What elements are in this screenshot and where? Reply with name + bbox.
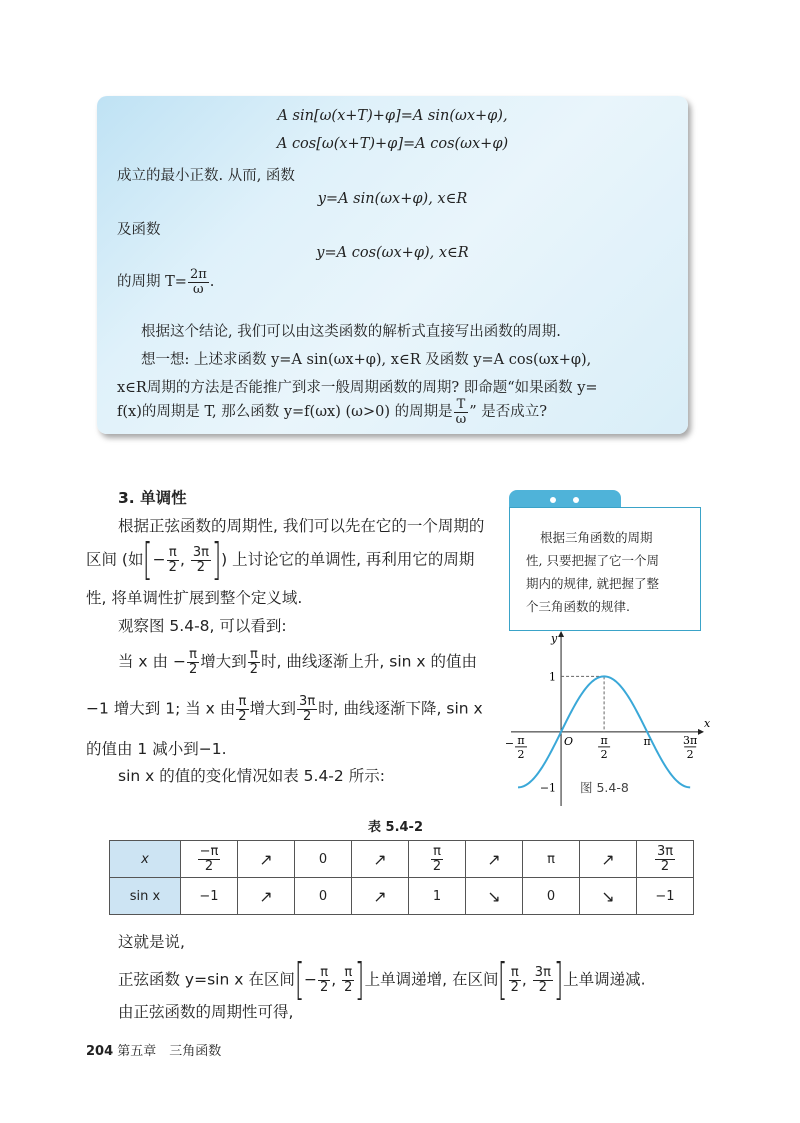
table-row <box>110 841 694 878</box>
tick-label-neg-pi-over-2 <box>505 734 527 761</box>
arrow-icon: ↘ <box>601 886 615 906</box>
paragraph-line: −1 增大到 1; 当 x 由 $\frac{\pi}{2}$ 增大到 $\frac{3\pi}{2}$ 时, 曲线逐渐下降, sin x <box>86 694 483 724</box>
think-box <box>97 96 688 434</box>
table-cell: −1 <box>181 878 238 915</box>
table-cell: 0 <box>295 841 352 878</box>
arrow-icon: ↗ <box>373 849 387 869</box>
note-line: 个三角函数的规律. <box>526 599 630 614</box>
arrow-icon: ↘ <box>487 886 501 906</box>
tick-label-pi: π <box>643 734 651 748</box>
svg-text:2: 2 <box>517 747 525 761</box>
think-question-line: x∈R周期的方法是否能推广到求一般周期函数的周期? 即命题“如果函数 y= <box>117 380 598 396</box>
paragraph-line: 由正弦函数的周期性可得, <box>118 1003 294 1021</box>
tick-label-neg1: −1 <box>539 781 557 795</box>
figure-caption: 图 5.4-8 <box>580 780 629 795</box>
table-cell: 0 <box>523 878 580 915</box>
equation-cos-function: y=A cos(ωx+φ), x∈R <box>316 245 469 261</box>
y-axis-label: y <box>551 632 558 645</box>
section-heading: 3. 单调性 <box>118 489 187 507</box>
period-formula: 的周期 T= $\frac{2\pi}{\omega}$ . <box>117 267 215 297</box>
origin-label: O <box>564 734 574 748</box>
box-text-line: 根据这个结论, 我们可以由这类函数的解析式直接写出函数的周期. <box>141 324 561 340</box>
table-cell: π <box>523 841 580 878</box>
paragraph-line: 当 x 由 − $\frac{\pi}{2}$ 增大到 $\frac{\pi}{2}$ 时, 曲线逐渐上升, sin x 的值由 <box>118 647 477 677</box>
page-number: 204 <box>86 1044 114 1059</box>
paragraph-line: 的值由 1 减小到−1. <box>86 740 227 758</box>
table-cell: 0 <box>295 878 352 915</box>
table-title: 表 5.4-2 <box>368 820 423 835</box>
dot-icon <box>573 497 579 503</box>
tick-label-3pi-over-2 <box>683 734 697 761</box>
arrow-icon: ↗ <box>601 849 615 869</box>
paragraph-line: 正弦函数 y=sin x 在区间[− $\frac{\pi}{2}$ , $\frac{\pi}{2}$ ]上单调递增, 在区间[ $\frac{\pi}{2}$ , $\frac{3\pi}{2}$ ]上单调递减. <box>118 954 646 1005</box>
table-cell <box>238 841 295 878</box>
table-cell: 1 <box>409 878 466 915</box>
table-header-cell: sin x <box>110 878 181 915</box>
table-cell: $\frac{-\pi}{2}$ <box>181 841 238 878</box>
table-header-cell: x <box>110 841 181 878</box>
think-question-line: f(x)的周期是 T, 那么函数 y=f(ωx) (ω>0) 的周期是 $\frac{T}{\omega}$ ” 是否成立? <box>117 397 547 427</box>
dot-icon <box>550 497 556 503</box>
table-cell <box>352 841 409 878</box>
paragraph-line: sin x 的值的变化情况如表 5.4-2 所示: <box>118 767 385 785</box>
svg-text:2: 2 <box>600 747 608 761</box>
period-fraction: $\frac{T}{\omega}$ <box>455 397 467 427</box>
note-line: 期内的规律, 就把握了整 <box>526 576 659 591</box>
x-axis-label: x <box>704 716 711 730</box>
paragraph-line: 这就是说, <box>118 933 185 951</box>
table-cell <box>238 878 295 915</box>
table-cell <box>352 878 409 915</box>
table-cell <box>466 841 523 878</box>
box-text-line: 成立的最小正数. 从而, 函数 <box>117 168 295 184</box>
paragraph-line: 根据正弦函数的周期性, 我们可以先在它的一个周期的 <box>118 517 485 535</box>
paragraph-line: 观察图 5.4-8, 可以看到: <box>118 617 287 635</box>
arrow-icon: ↗ <box>487 849 501 869</box>
table-cell: $\frac{\pi}{2}$ <box>409 841 466 878</box>
period-label: 的周期 T= <box>117 274 187 291</box>
table-cell <box>466 878 523 915</box>
table-cell: $\frac{3\pi}{2}$ <box>637 841 694 878</box>
chapter-title: 第五章 三角函数 <box>117 1044 222 1059</box>
svg-text:π: π <box>600 733 608 747</box>
paragraph-line: 区间 (如[− $\frac{\pi}{2}$ , $\frac{3\pi}{2}$ ]) 上讨论它的单调性, 再利用它的周期 <box>86 534 475 585</box>
paragraph-line: 性, 将单调性扩展到整个定义域. <box>86 589 303 607</box>
table-cell <box>580 841 637 878</box>
svg-text:−: − <box>504 736 515 750</box>
tick-label-pi-over-2 <box>598 734 610 761</box>
equation-sin-period: A sin[ω(x+T)+φ]=A sin(ωx+φ), <box>277 108 508 124</box>
equation-cos-period: A cos[ω(x+T)+φ]=A cos(ωx+φ) <box>276 136 509 152</box>
note-line: 性, 只要把握了它一个周 <box>526 553 659 568</box>
note-line: 根据三角函数的周期 <box>540 530 653 545</box>
table-cell: −1 <box>637 878 694 915</box>
arrow-icon: ↗ <box>259 886 273 906</box>
sin-table <box>109 840 694 915</box>
equation-sin-function: y=A sin(ωx+φ), x∈R <box>317 191 468 207</box>
period-fraction: $\frac{2\pi}{\omega}$ <box>189 267 207 297</box>
svg-text:π: π <box>517 733 525 747</box>
table-row <box>110 878 694 915</box>
page-footer <box>86 1040 221 1059</box>
box-text-line: 及函数 <box>117 222 161 238</box>
svg-text:2: 2 <box>686 747 694 761</box>
arrow-icon: ↗ <box>373 886 387 906</box>
arrow-icon: ↗ <box>259 849 273 869</box>
side-note <box>509 507 701 631</box>
svg-text:3π: 3π <box>683 733 698 747</box>
tick-label-1: 1 <box>549 670 557 684</box>
table-cell <box>580 878 637 915</box>
think-question-line: 想一想: 上述求函数 y=A sin(ωx+φ), x∈R 及函数 y=A cos(ωx+φ), <box>141 352 592 368</box>
